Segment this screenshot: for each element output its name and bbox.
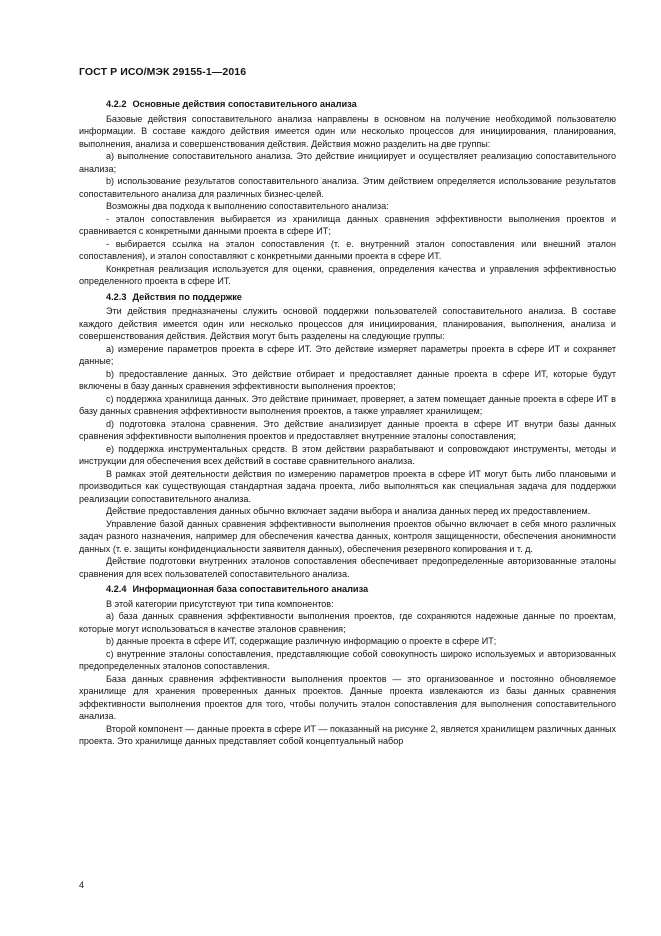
section-heading-4-2-3 [79, 291, 616, 304]
list-item: b) использование результатов сопоставительного анализа. Этим действием определяется использование результатов сопоставительного анализа для различных бизнес-целей. [79, 176, 616, 199]
section-number: 4.2.2 [106, 99, 127, 109]
section-number: 4.2.4 [106, 584, 127, 594]
paragraph: Эти действия предназначены служить основой поддержки пользователей сопоставительного анализа. В составе каждого действия имеется один или несколько процессов для инициирования, планирования, выполнения, анализа и совершенствования действия. Действия могут быть разделены на следующие группы: [79, 306, 616, 341]
document-body [79, 95, 616, 748]
document-header: ГОСТ Р ИСО/МЭК 29155-1—2016 [79, 66, 247, 78]
list-item: d) подготовка эталона сравнения. Это действие анализирует данные проекта в сфере ИТ внутри базы данных сравнения эффективности выполнения проектов и предоставляет внутренние эталоны сопоставления; [79, 418, 616, 441]
paragraph: В этой категории присутствуют три типа компонентов: [106, 598, 334, 609]
paragraph: Второй компонент — данные проекта в сфере ИТ — показанный на рисунке 2, является хранилищем различных данных проекта. Это хранилище данных представляет собой концептуальный набор [79, 723, 616, 746]
section-number: 4.2.3 [106, 291, 127, 302]
list-item: a) выполнение сопоставительного анализа. Это действие инициирует и осуществляет реализацию сопоставительного анализа; [79, 151, 616, 174]
list-item: - выбирается ссылка на эталон сопоставления (т. е. внутренний эталон сопоставления или внешний эталон сопоставления), и эталон сопоставляют с конкретными данными проекта в сфере ИТ. [79, 238, 616, 261]
section-title: Основные действия сопоставительного анализа [132, 99, 357, 109]
list-item: c) внутренние эталоны сопоставления, представляющие собой совокупность широко используемых и авторизованных предопределенных эталонов сопоставления. [79, 648, 616, 671]
list-item: c) поддержка хранилища данных. Это действие принимает, проверяет, а затем помещает данные проекта в сфере ИТ в базу данных сравнения эффективности выполнения проектов, а также управляет хранилищем; [79, 393, 616, 416]
paragraph: Действие подготовки внутренних эталонов сопоставления обеспечивает предопределенные авторизованные эталоны сравнения для всех пользователей сопоставительного анализа. [79, 556, 616, 579]
paragraph: Действие предоставления данных обычно включает задачи выбора и анализа данных перед их предоставлением. [106, 506, 591, 516]
list-item: - эталон сопоставления выбирается из хранилища данных сравнения эффективности выполнения проектов и сравнивается с конкретными данными проекта в сфере ИТ; [79, 213, 616, 236]
paragraph: Управление базой данных сравнения эффективности выполнения проектов обычно включает в себя много различных задач разного назначения, например для обеспечения качества данных, контроля защищенности, обеспечения анонимности данных (т. е. защиты конфиденциальности заявителя данных), обеспечения резервного копирования и т. д. [79, 518, 616, 554]
list-item: a) база данных сравнения эффективности выполнения проектов, где сохраняются надежные данные по проектам, которые могут использоваться в качестве эталонов сравнения; [79, 611, 616, 634]
list-item: a) измерение параметров проекта в сфере ИТ. Это действие измеряет параметры проекта в сфере ИТ и сохраняет данные; [79, 343, 616, 366]
section-title: Действия по поддержке [132, 291, 242, 302]
paragraph: В рамках этой деятельности действия по измерению параметров проекта в сфере ИТ могут быть либо плановыми и производиться как существующая стандартная задача проекта, либо выполняться как специальная задача для поддержки реализации сопоставительного анализа. [79, 468, 616, 504]
list-item: b) данные проекта в сфере ИТ, содержащие различную информацию о проекте в сфере ИТ; [106, 636, 497, 646]
section-heading-4-2-4 [79, 583, 616, 596]
section-title: Информационная база сопоставительного анализа [132, 584, 369, 594]
paragraph: Базовые действия сопоставительного анализа направлены в основном на получение необходимой пользователю информации. В составе каждого действия имеется один или несколько процессов для инициирования, планирования, выполнения, анализа и совершенствования действия. Действия можно разделить на две группы: [79, 113, 616, 149]
list-item: e) поддержка инструментальных средств. В этом действии разрабатывают и сопровождают инструменты, методы и инструкции для обеспечения всех действий в составе сравнительного анализа. [79, 443, 616, 466]
list-item: b) предоставление данных. Это действие отбирает и предоставляет данные проекта в сфере ИТ, которые будут включены в базу данных сравнения эффективности выполнения проектов; [79, 368, 616, 391]
page-number: 4 [79, 880, 85, 890]
paragraph: Конкретная реализация используется для оценки, сравнения, определения качества и управления эффективностью определенного проекта в сфере ИТ. [79, 263, 616, 286]
paragraph: Возможны два подхода к выполнению сопоставительного анализа: [106, 201, 389, 211]
paragraph: База данных сравнения эффективности выполнения проектов — это организованное и постоянно обновляемое хранилище для хранения проверенных данных проектов. Данные проекта извлекаются из базы данных сравнения эффективности выполнения проектов для того, чтобы получить эталон сопоставления для выполнения сопоставительного анализа. [79, 673, 616, 721]
section-heading-4-2-2 [79, 98, 616, 111]
